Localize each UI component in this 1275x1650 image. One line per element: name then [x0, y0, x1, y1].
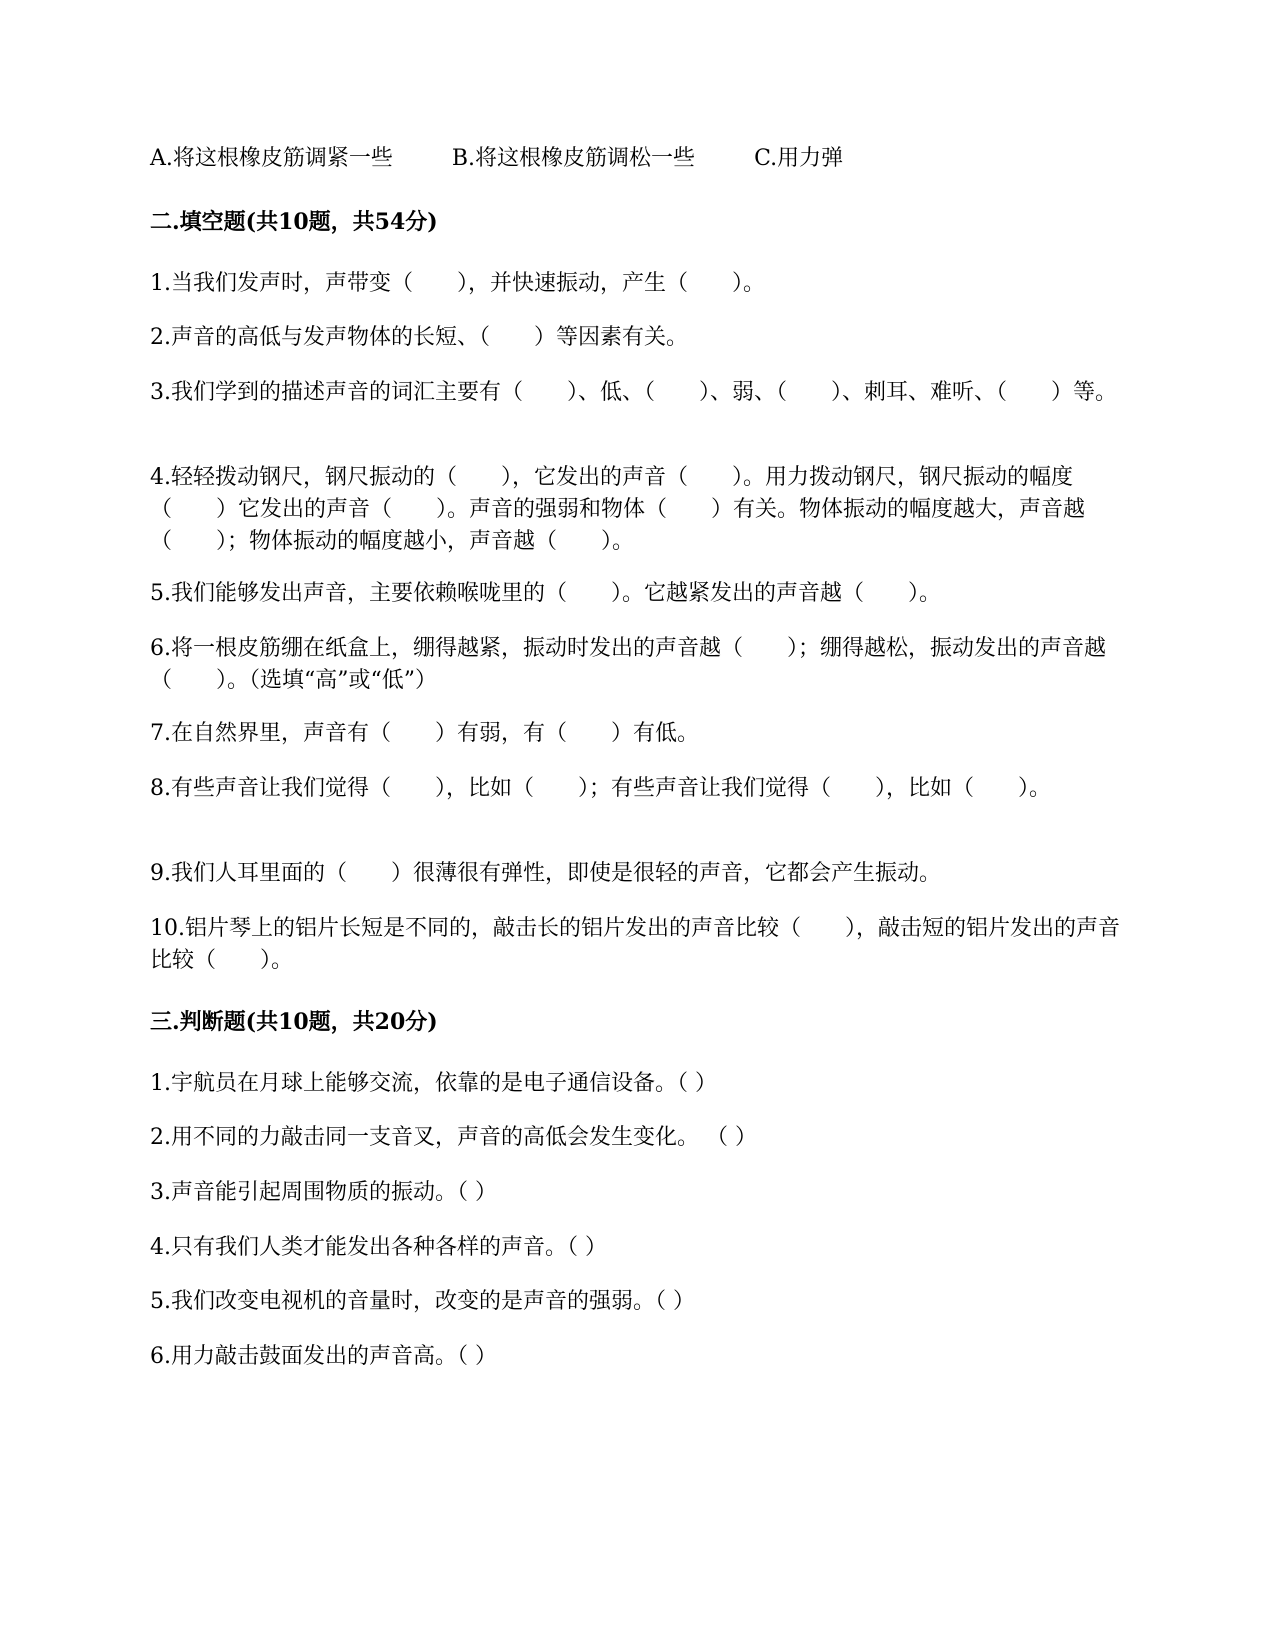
judge-question-2: 2.用不同的力敲击同一支音叉，声音的高低会发生变化。 （ ） — [150, 1125, 757, 1150]
fill-question-5: 5.我们能够发出声音，主要依赖喉咙里的（ ）。它越紧发出的声音越（ ）。 — [150, 581, 941, 606]
choice-option-a: A.将这根橡皮筋调紧一些 — [150, 146, 393, 171]
judge-section-title: 三.判断题(共10题，共20分) — [150, 1009, 438, 1035]
judge-question-3: 3.声音能引起周围物质的振动。（ ） — [150, 1180, 497, 1205]
fill-question-1: 1.当我们发声时，声带变（ ），并快速振动，产生（ ）。 — [150, 271, 765, 296]
choice-option-c: C.用力弹 — [754, 146, 844, 171]
fill-question-4: 4.轻轻拨动钢尺，钢尺振动的（ ），它发出的声音（ ）。用力拨动钢尺，钢尺振动的幅度（ ）它发出的声音（ ）。声音的强弱和物体（ ）有关。物体振动的幅度越大，声音越（ ）；物体振动的幅度越小，声音越（ ）。 — [150, 465, 1086, 554]
judge-question-1: 1.宇航员在月球上能够交流，依靠的是电子通信设备。（ ） — [150, 1071, 717, 1096]
judge-question-5: 5.我们改变电视机的音量时，改变的是声音的强弱。（ ） — [150, 1289, 695, 1314]
fill-question-2: 2.声音的高低与发声物体的长短、（ ）等因素有关。 — [150, 325, 688, 350]
choice-option-b: B.将这根橡皮筋调松一些 — [451, 146, 696, 171]
fill-question-6: 6.将一根皮筋绷在纸盒上，绷得越紧，振动时发出的声音越（ ）；绷得越松，振动发出的声音越（ ）。（选填“高”或“低”） — [150, 636, 1106, 693]
choice-options-row — [150, 143, 1130, 175]
fill-question-7: 7.在自然界里，声音有（ ）有弱，有（ ）有低。 — [150, 721, 699, 746]
judge-question-4: 4.只有我们人类才能发出各种各样的声音。（ ） — [150, 1235, 607, 1260]
fill-question-9: 9.我们人耳里面的（ ）很薄很有弹性，即使是很轻的声音，它都会产生振动。 — [150, 861, 941, 886]
fill-question-3: 3.我们学到的描述声音的词汇主要有（ ）、低、（ ）、弱、（ ）、刺耳、难听、（ ）等。 — [150, 380, 1117, 405]
fill-section-title: 二.填空题(共10题，共54分) — [150, 209, 438, 235]
fill-question-10: 10.铝片琴上的铝片长短是不同的，敲击长的铝片发出的声音比较（ ），敲击短的铝片发出的声音比较（ ）。 — [150, 916, 1120, 973]
judge-question-6: 6.用力敲击鼓面发出的声音高。（ ） — [150, 1344, 497, 1369]
fill-question-8: 8.有些声音让我们觉得（ ），比如（ ）；有些声音让我们觉得（ ），比如（ ）。 — [150, 776, 1051, 801]
